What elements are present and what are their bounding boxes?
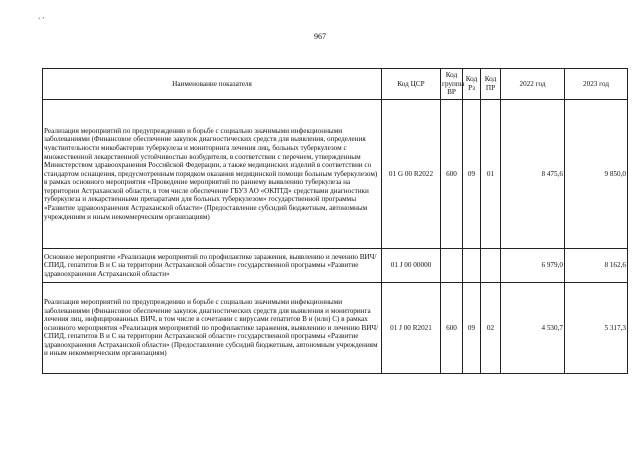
header-name: Наименование показателя xyxy=(43,69,382,100)
row-2022: 8 475,6 xyxy=(501,100,565,249)
row-name: Реализация мероприятий по предупреждению и борьбе с социально значимыми инфекционными заболеваниями (Финансовое обеспечение закупок диагностических средств для выявления и мониторинга лечения лиц, инфицированных ВИЧ, в том числе в сочетании с вирусами гепатитов В и (или) С) в рамках основного мероприятия «Реализация мероприятий по профилактике заражения, выявлению и лечению ВИЧ/СПИД, гепатитов В и С на территории Астраханской области» государственной программы «Развитие здравоохранения Астраханской области» (Предоставление субсидий бюджетным, автономным учреждениям и иным некоммерческим организациям) xyxy=(43,283,382,374)
table-row xyxy=(43,283,628,374)
row-pr: 01 xyxy=(481,100,501,249)
row-csr: 01 G 00 R2022 xyxy=(382,100,441,249)
row-vr: 600 xyxy=(441,100,463,249)
page-number: 967 xyxy=(314,32,326,41)
row-2023: 8 162,6 xyxy=(565,249,628,283)
row-2023: 5 317,3 xyxy=(565,283,628,374)
row-pr: 02 xyxy=(481,283,501,374)
row-name: Реализация мероприятий по предупреждению и борьбе с социально значимыми инфекционными заболеваниями (Финансовое обеспечение закупок диагностических средств для выявления, определения чувствительности микобактерии туберкулеза и мониторинга лечения лиц, больных туберкулезом с множественной лекарственной устойчивостью возбудителя, в соответствии с перечнем, утвержденным Министерством здравоохранения Российской Федерации, а также медицинских изделий в соответствии со стандартом оснащения, предусмотренным порядком оказания медицинской помощи больным туберкулезом) в рамках основного мероприятия «Проведение мероприятий по раннему выявлению туберкулеза на территории Астраханской области, в том числе обеспечение ГБУЗ АО «ОКПТД» средствами диагностики туберкулеза и лекарственными препаратами для больных туберкулезом» государственной программы «Развитие здравоохранения Астраханской области» (Предоставление субсидий бюджетным, автономным учреждениям и иным некоммерческим организациям) xyxy=(43,100,382,249)
row-vr xyxy=(441,249,463,283)
row-csr: 01 J 00 R2021 xyxy=(382,283,441,374)
budget-table xyxy=(42,68,628,374)
row-vr: 600 xyxy=(441,283,463,374)
row-pr xyxy=(481,249,501,283)
table-header-row xyxy=(43,69,628,100)
row-rz xyxy=(463,249,481,283)
row-2022: 6 979,0 xyxy=(501,249,565,283)
row-2023: 9 850,0 xyxy=(565,100,628,249)
table-row xyxy=(43,100,628,249)
header-2022: 2022 год xyxy=(501,69,565,100)
row-rz: 09 xyxy=(463,100,481,249)
header-pr: Код ПР xyxy=(481,69,501,100)
table-row xyxy=(43,249,628,283)
scan-mark: ‘ ’ xyxy=(38,16,45,24)
row-2022: 4 530,7 xyxy=(501,283,565,374)
header-vr: Код группы ВР xyxy=(441,69,463,100)
row-name: Основное мероприятие «Реализация мероприятий по профилактике заражения, выявлению и лечению ВИЧ/СПИД, гепатитов В и С на территории Астраханской области» государственной программы «Развитие здравоохранения Астраханской области» xyxy=(43,249,382,283)
row-rz: 09 xyxy=(463,283,481,374)
header-csr: Код ЦСР xyxy=(382,69,441,100)
row-csr: 01 J 00 00000 xyxy=(382,249,441,283)
header-2023: 2023 год xyxy=(565,69,628,100)
header-rz: Код Рз xyxy=(463,69,481,100)
